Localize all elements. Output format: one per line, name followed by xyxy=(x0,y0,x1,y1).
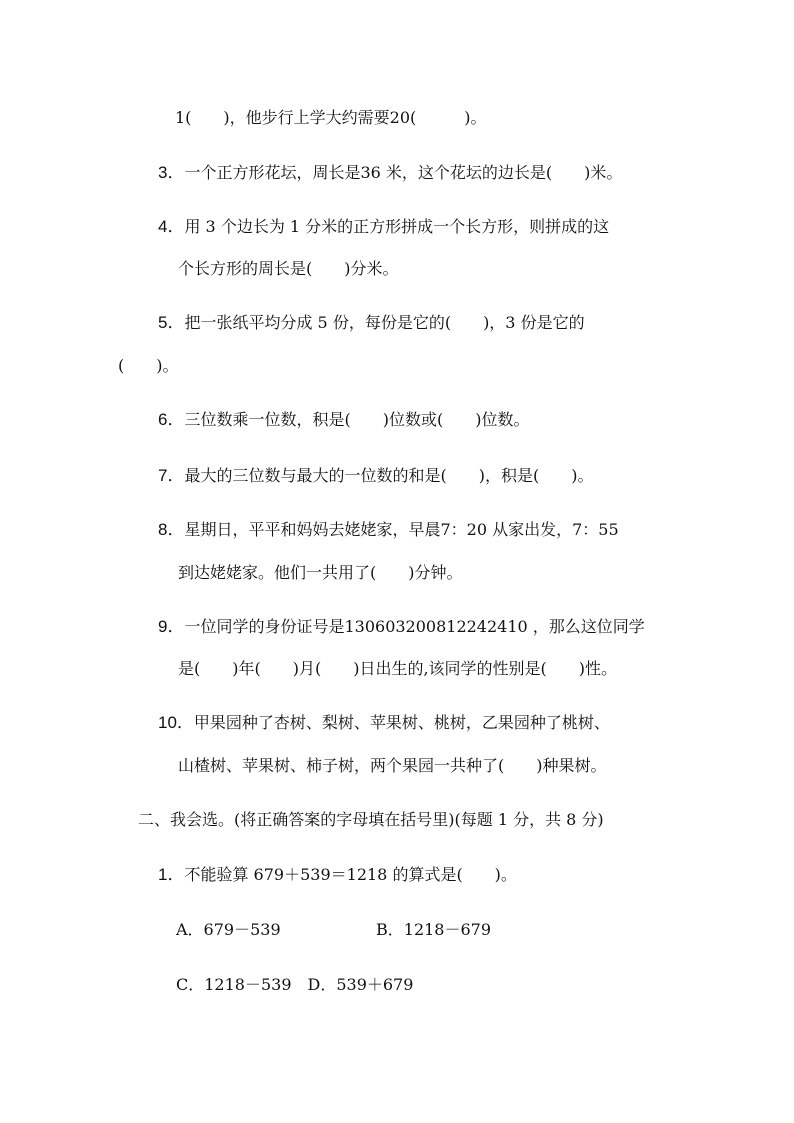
text-line-q9-b xyxy=(178,659,617,679)
text-line-section2 xyxy=(138,810,604,830)
question-text: 1( )，他步行上学大约需要20( )。 xyxy=(175,108,487,127)
question-text: 一位同学的身份证号是130603200812242410 ，那么这位同学 xyxy=(184,617,645,636)
text-line-q8-a xyxy=(158,520,619,540)
question-text: 星期日，平平和妈妈去姥姥家，早晨7：20 从家出发，7：55 xyxy=(184,520,619,539)
question-text: 甲果园种了杏树、梨树、苹果树、桃树，乙果园种了桃树、 xyxy=(193,713,610,732)
question-number: 1． xyxy=(158,865,185,884)
question-number: 7． xyxy=(158,466,185,485)
question-text: ( )。 xyxy=(118,356,179,375)
text-line-q6 xyxy=(158,410,529,430)
question-number: 5． xyxy=(158,313,185,332)
question-text: 是( )年( )月( )日出生的,该同学的性别是( )性。 xyxy=(178,659,618,678)
question-number: 4． xyxy=(158,217,185,236)
question-number: 3． xyxy=(158,163,185,182)
text-line-s2-q1-B xyxy=(376,920,491,940)
text-line-q3 xyxy=(158,163,622,183)
text-line-q4-a xyxy=(158,217,609,237)
question-text: 用 3 个边长为 1 分米的正方形拼成一个长方形，则拼成的这 xyxy=(184,217,610,236)
question-text: 不能验算 679＋539＝1218 的算式是( )。 xyxy=(184,865,517,884)
question-text: A．679－539 xyxy=(176,920,281,939)
text-line-q10-b xyxy=(178,756,607,776)
text-line-q5-a xyxy=(158,313,585,333)
question-number: 6． xyxy=(158,410,185,429)
question-text: 把一张纸平均分成 5 份，每份是它的( )，3 份是它的 xyxy=(184,313,585,332)
question-text: 二、我会选。(将正确答案的字母填在括号里)(每题 1 分，共 8 分) xyxy=(138,810,604,829)
text-line-q8-b xyxy=(178,563,463,583)
question-text: C．1218－539 D．539＋679 xyxy=(176,975,414,994)
text-line-s2-q1 xyxy=(158,865,517,885)
question-text: B．1218－679 xyxy=(376,920,492,939)
question-number: 10． xyxy=(158,713,194,732)
text-line-q2-cont xyxy=(175,108,487,128)
question-text: 最大的三位数与最大的一位数的和是( )，积是( )。 xyxy=(184,466,594,485)
text-line-q9-a xyxy=(158,617,645,637)
text-line-s2-q1-A xyxy=(176,920,281,940)
text-line-q5-b xyxy=(118,356,179,376)
question-number: 9． xyxy=(158,617,185,636)
text-line-q4-b xyxy=(178,259,399,279)
text-line-s2-q1-CD xyxy=(176,975,413,995)
question-text: 个长方形的周长是( )分米。 xyxy=(178,259,399,278)
question-text: 山楂树、苹果树、柿子树，两个果园一共种了( )种果树。 xyxy=(178,756,607,775)
text-line-q7 xyxy=(158,466,593,486)
question-text: 到达姥姥家。他们一共用了( )分钟。 xyxy=(178,563,463,582)
question-text: 三位数乘一位数，积是( )位数或( )位数。 xyxy=(184,410,530,429)
text-line-q10-a xyxy=(158,713,610,733)
question-number: 8． xyxy=(158,520,185,539)
question-text: 一个正方形花坛，周长是36 米，这个花坛的边长是( )米。 xyxy=(184,163,623,182)
